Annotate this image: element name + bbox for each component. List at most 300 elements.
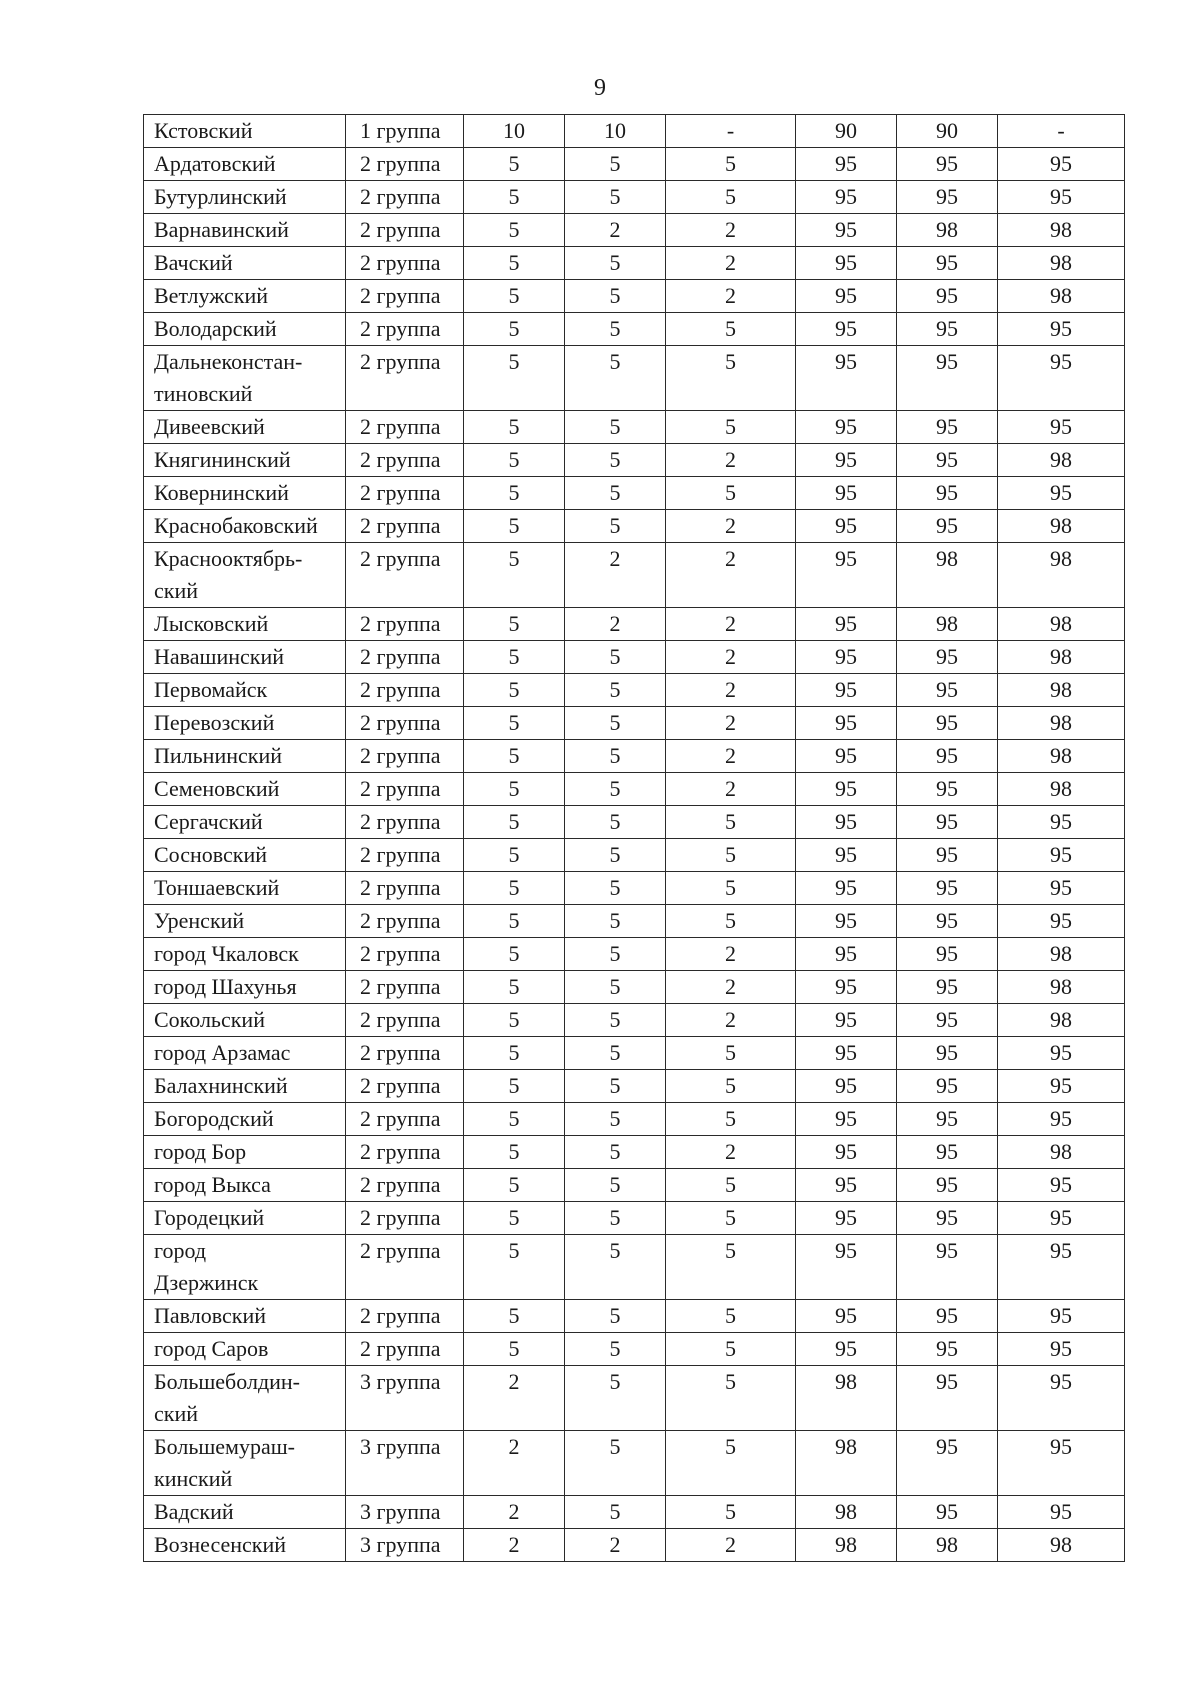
value-cell	[666, 1037, 796, 1070]
group-cell	[346, 1431, 464, 1496]
value-cell	[464, 1103, 565, 1136]
value-cell	[565, 444, 666, 477]
cell-text: 95	[1050, 1369, 1072, 1394]
cell-text: 2	[725, 941, 736, 966]
value-cell	[998, 1366, 1125, 1431]
district-name-cell	[144, 1070, 346, 1103]
cell-text: 5	[609, 447, 621, 472]
value-cell	[796, 1235, 897, 1300]
cell-text: 5	[508, 1073, 520, 1098]
cell-text: 5	[609, 250, 621, 275]
value-cell	[796, 905, 897, 938]
value-cell	[796, 214, 897, 247]
cell-text: 95	[1050, 480, 1072, 505]
cell-text: 98	[936, 217, 958, 242]
value-cell	[796, 148, 897, 181]
cell-text: 5	[609, 1106, 621, 1131]
value-cell	[998, 214, 1125, 247]
table-row	[144, 247, 1125, 280]
value-cell	[464, 740, 565, 773]
cell-text: 95	[835, 1007, 857, 1032]
cell-text: 98	[835, 1532, 857, 1557]
district-name-cell	[144, 773, 346, 806]
cell-text: 95	[936, 1336, 958, 1361]
value-cell	[998, 543, 1125, 608]
value-cell	[897, 773, 998, 806]
cell-text: 2	[609, 1532, 621, 1557]
cell-text: 5	[609, 1139, 621, 1164]
value-cell	[998, 1496, 1125, 1529]
cell-text: 2	[609, 217, 621, 242]
value-cell	[464, 247, 565, 280]
cell-text: 5	[508, 842, 520, 867]
district-name-cell	[144, 1300, 346, 1333]
cell-text: 5	[609, 974, 621, 999]
value-cell	[464, 1366, 565, 1431]
table-row	[144, 1529, 1125, 1562]
value-cell	[565, 707, 666, 740]
table-row	[144, 346, 1125, 411]
value-cell	[666, 444, 796, 477]
cell-text: 5	[725, 184, 736, 209]
group-cell	[346, 1300, 464, 1333]
cell-text: 2 группа	[360, 316, 441, 341]
cell-text: 2 группа	[360, 546, 441, 571]
cell-text: 2 группа	[360, 974, 441, 999]
cell-text: 5	[508, 414, 520, 439]
cell-text: 2 группа	[360, 743, 441, 768]
value-cell	[666, 346, 796, 411]
cell-text: 5	[609, 1238, 621, 1263]
cell-text: 95	[936, 513, 958, 538]
cell-text: 95	[1050, 809, 1072, 834]
table-row	[144, 806, 1125, 839]
cell-text: 95	[1050, 184, 1072, 209]
value-cell	[565, 740, 666, 773]
cell-text: 98	[936, 1532, 958, 1557]
cell-text: 2	[609, 546, 621, 571]
table-row	[144, 543, 1125, 608]
cell-text: 3 группа	[360, 1532, 441, 1557]
cell-text: Ковернинский	[154, 480, 289, 505]
cell-text: Дивеевский	[154, 414, 265, 439]
cell-text: Сокольский	[154, 1007, 265, 1032]
cell-text: 90	[936, 118, 958, 143]
cell-text: 5	[725, 908, 736, 933]
cell-text: Володарский	[154, 316, 277, 341]
value-cell	[897, 148, 998, 181]
cell-text: 95	[1050, 1073, 1072, 1098]
cell-text: Варнавинский	[154, 217, 289, 242]
cell-text: 98	[1050, 611, 1072, 636]
cell-text: 95	[936, 1040, 958, 1065]
value-cell	[565, 346, 666, 411]
cell-text: 98	[1050, 644, 1072, 669]
cell-text: 5	[508, 283, 520, 308]
cell-text: 95	[835, 1040, 857, 1065]
cell-text: Семеновский	[154, 776, 280, 801]
cell-text: 5	[609, 875, 621, 900]
cell-text: Пильнинский	[154, 743, 282, 768]
value-cell	[796, 313, 897, 346]
value-cell	[796, 773, 897, 806]
value-cell	[998, 247, 1125, 280]
district-name-cell	[144, 411, 346, 444]
cell-text: 95	[835, 151, 857, 176]
cell-text: 5	[725, 1336, 736, 1361]
cell-text: 2 группа	[360, 349, 441, 374]
cell-text: 2 группа	[360, 1040, 441, 1065]
group-cell	[346, 773, 464, 806]
value-cell	[464, 1004, 565, 1037]
value-cell	[897, 1136, 998, 1169]
cell-text: 95	[936, 743, 958, 768]
cell-text: 5	[725, 875, 736, 900]
district-name-cell	[144, 641, 346, 674]
value-cell	[897, 1004, 998, 1037]
value-cell	[565, 1300, 666, 1333]
cell-text: 5	[508, 1205, 520, 1230]
district-name-cell	[144, 1103, 346, 1136]
value-cell	[897, 247, 998, 280]
group-cell	[346, 510, 464, 543]
cell-text: 95	[936, 1172, 958, 1197]
value-cell	[666, 1300, 796, 1333]
cell-text: 2	[725, 743, 736, 768]
group-cell	[346, 444, 464, 477]
cell-text: 95	[936, 1369, 958, 1394]
cell-text: 98	[835, 1499, 857, 1524]
value-cell	[565, 214, 666, 247]
value-cell	[796, 1136, 897, 1169]
cell-text: Сосновский	[154, 842, 268, 867]
cell-text: 5	[609, 809, 621, 834]
cell-text: 2 группа	[360, 1205, 441, 1230]
value-cell	[897, 1169, 998, 1202]
cell-text: 95	[835, 644, 857, 669]
cell-text: Ардатовский	[154, 151, 276, 176]
cell-text: 5	[508, 809, 520, 834]
value-cell	[464, 510, 565, 543]
cell-text: 5	[508, 546, 520, 571]
cell-text: 2 группа	[360, 1172, 441, 1197]
value-cell	[796, 674, 897, 707]
cell-text: 95	[936, 1434, 958, 1459]
value-cell	[998, 1529, 1125, 1562]
cell-text: 5	[725, 414, 736, 439]
cell-text: 2	[725, 677, 736, 702]
cell-text: 5	[725, 1434, 736, 1459]
value-cell	[565, 1235, 666, 1300]
district-name-cell	[144, 444, 346, 477]
group-cell	[346, 411, 464, 444]
value-cell	[666, 707, 796, 740]
value-cell	[565, 674, 666, 707]
cell-text: 5	[508, 710, 520, 735]
cell-text: 95	[936, 283, 958, 308]
value-cell	[666, 1103, 796, 1136]
cell-text: 95	[1050, 875, 1072, 900]
value-cell	[998, 608, 1125, 641]
cell-text: 95	[835, 513, 857, 538]
group-cell	[346, 543, 464, 608]
value-cell	[464, 1235, 565, 1300]
group-cell	[346, 971, 464, 1004]
value-cell	[998, 872, 1125, 905]
value-cell	[666, 773, 796, 806]
value-cell	[998, 1235, 1125, 1300]
value-cell	[796, 1366, 897, 1431]
cell-text: 5	[609, 677, 621, 702]
value-cell	[464, 214, 565, 247]
value-cell	[464, 674, 565, 707]
cell-text: 2	[725, 513, 736, 538]
group-cell	[346, 839, 464, 872]
cell-text: 5	[508, 1106, 520, 1131]
cell-text: 95	[936, 349, 958, 374]
value-cell	[565, 773, 666, 806]
value-cell	[998, 641, 1125, 674]
value-cell	[666, 1235, 796, 1300]
table-row	[144, 839, 1125, 872]
district-name-cell	[144, 148, 346, 181]
district-name-cell	[144, 806, 346, 839]
value-cell	[998, 477, 1125, 510]
cell-text: 95	[1050, 842, 1072, 867]
cell-text: 2	[508, 1532, 520, 1557]
table-row	[144, 1070, 1125, 1103]
value-cell	[464, 346, 565, 411]
district-name-cell	[144, 477, 346, 510]
cell-text: 5	[609, 1434, 621, 1459]
value-cell	[796, 477, 897, 510]
value-cell	[666, 411, 796, 444]
table-row	[144, 740, 1125, 773]
cell-text: 95	[936, 842, 958, 867]
cell-text: 2 группа	[360, 414, 441, 439]
group-cell	[346, 1004, 464, 1037]
value-cell	[897, 905, 998, 938]
value-cell	[666, 1431, 796, 1496]
cell-text: 5	[725, 1369, 736, 1394]
value-cell	[998, 740, 1125, 773]
value-cell	[897, 1300, 998, 1333]
value-cell	[464, 1431, 565, 1496]
table-body	[144, 115, 1125, 1562]
cell-text: 5	[508, 776, 520, 801]
district-name-cell	[144, 1136, 346, 1169]
cell-text: 95	[835, 1238, 857, 1263]
cell-text: 2	[725, 1532, 736, 1557]
cell-text: 95	[835, 776, 857, 801]
group-cell	[346, 1202, 464, 1235]
cell-text: город Выкса	[154, 1172, 271, 1197]
table-row	[144, 280, 1125, 313]
cell-text: 5	[725, 151, 736, 176]
cell-text: 2 группа	[360, 776, 441, 801]
value-cell	[796, 740, 897, 773]
cell-text: 5	[508, 349, 520, 374]
cell-text: Балахнинский	[154, 1073, 288, 1098]
district-name-cell	[144, 1431, 346, 1496]
cell-text: 5	[508, 1139, 520, 1164]
cell-text: 95	[835, 875, 857, 900]
value-cell	[464, 1496, 565, 1529]
value-cell	[897, 313, 998, 346]
cell-text: 5	[725, 1205, 736, 1230]
cell-text: Бутурлинский	[154, 184, 287, 209]
cell-text: 2 группа	[360, 513, 441, 538]
district-name-cell	[144, 608, 346, 641]
value-cell	[464, 1529, 565, 1562]
cell-text: 95	[835, 546, 857, 571]
cell-text: 95	[936, 941, 958, 966]
value-cell	[666, 1333, 796, 1366]
value-cell	[464, 1169, 565, 1202]
value-cell	[897, 806, 998, 839]
cell-text: 5	[725, 349, 736, 374]
cell-text: 95	[835, 611, 857, 636]
cell-text: Тоншаевский	[154, 875, 280, 900]
value-cell	[998, 411, 1125, 444]
cell-text: 2	[508, 1434, 520, 1459]
cell-text: 2	[725, 611, 736, 636]
cell-text: 2 группа	[360, 1007, 441, 1032]
cell-text: 95	[1050, 1040, 1072, 1065]
cell-text: 2 группа	[360, 184, 441, 209]
value-cell	[666, 740, 796, 773]
cell-text: 5	[609, 151, 621, 176]
cell-text: город Чкаловск	[154, 941, 299, 966]
group-cell	[346, 247, 464, 280]
group-cell	[346, 740, 464, 773]
cell-text: 95	[835, 1106, 857, 1131]
group-cell	[346, 608, 464, 641]
cell-text: 95	[936, 316, 958, 341]
value-cell	[796, 872, 897, 905]
cell-text: Краснобаковский	[154, 513, 318, 538]
district-name-cell	[144, 1004, 346, 1037]
cell-text: 10	[604, 118, 626, 143]
cell-text: 5	[609, 1040, 621, 1065]
cell-text: 98	[936, 611, 958, 636]
cell-text: 2 группа	[360, 677, 441, 702]
value-cell	[796, 971, 897, 1004]
cell-text: 2	[725, 710, 736, 735]
group-cell	[346, 477, 464, 510]
value-cell	[666, 510, 796, 543]
cell-text: 95	[835, 974, 857, 999]
cell-text: 2	[725, 776, 736, 801]
group-cell	[346, 806, 464, 839]
cell-text: 98	[1050, 447, 1072, 472]
cell-text: 5	[508, 1007, 520, 1032]
value-cell	[998, 313, 1125, 346]
value-cell	[464, 543, 565, 608]
value-cell	[464, 806, 565, 839]
value-cell	[565, 839, 666, 872]
cell-text: 95	[1050, 349, 1072, 374]
district-name-cell	[144, 214, 346, 247]
value-cell	[565, 1004, 666, 1037]
table-row	[144, 938, 1125, 971]
value-cell	[897, 510, 998, 543]
value-cell	[897, 872, 998, 905]
group-cell	[346, 1070, 464, 1103]
cell-text: 5	[609, 480, 621, 505]
cell-text: 95	[936, 974, 958, 999]
cell-text: Вадский	[154, 1499, 234, 1524]
value-cell	[796, 411, 897, 444]
table-row	[144, 1431, 1125, 1496]
cell-text: 2	[725, 217, 736, 242]
value-cell	[464, 905, 565, 938]
cell-text: 5	[609, 941, 621, 966]
cell-text: 1 группа	[360, 118, 441, 143]
cell-text: 95	[936, 184, 958, 209]
value-cell	[464, 411, 565, 444]
value-cell	[998, 115, 1125, 148]
cell-text: 5	[725, 1172, 736, 1197]
value-cell	[565, 1333, 666, 1366]
value-cell	[565, 1496, 666, 1529]
cell-text: 5	[508, 974, 520, 999]
cell-text: 95	[835, 1139, 857, 1164]
value-cell	[464, 1300, 565, 1333]
cell-text: 95	[835, 1336, 857, 1361]
cell-text: 2	[725, 250, 736, 275]
district-name-cell	[144, 280, 346, 313]
value-cell	[998, 1037, 1125, 1070]
value-cell	[796, 938, 897, 971]
cell-text: 5	[609, 710, 621, 735]
value-cell	[897, 608, 998, 641]
value-cell	[796, 247, 897, 280]
cell-text: 5	[508, 250, 520, 275]
value-cell	[897, 411, 998, 444]
value-cell	[565, 510, 666, 543]
value-cell	[666, 181, 796, 214]
value-cell	[998, 1431, 1125, 1496]
value-cell	[666, 1004, 796, 1037]
value-cell	[897, 839, 998, 872]
cell-text: 5	[609, 743, 621, 768]
cell-text: 98	[1050, 283, 1072, 308]
value-cell	[796, 444, 897, 477]
cell-text: город Дзержинск	[154, 1238, 259, 1295]
value-cell	[464, 181, 565, 214]
cell-text: 2 группа	[360, 1073, 441, 1098]
group-cell	[346, 313, 464, 346]
value-cell	[796, 1529, 897, 1562]
cell-text: Большемураш- кинский	[154, 1434, 296, 1491]
value-cell	[998, 1136, 1125, 1169]
group-cell	[346, 1235, 464, 1300]
value-cell	[464, 1037, 565, 1070]
cell-text: 5	[508, 480, 520, 505]
cell-text: 5	[508, 151, 520, 176]
cell-text: 5	[725, 1238, 736, 1263]
cell-text: 5	[609, 1336, 621, 1361]
cell-text: 95	[835, 480, 857, 505]
district-name-cell	[144, 1037, 346, 1070]
value-cell	[897, 740, 998, 773]
value-cell	[464, 148, 565, 181]
cell-text: 2 группа	[360, 842, 441, 867]
cell-text: 98	[1050, 546, 1072, 571]
table-row	[144, 1235, 1125, 1300]
cell-text: 95	[835, 447, 857, 472]
